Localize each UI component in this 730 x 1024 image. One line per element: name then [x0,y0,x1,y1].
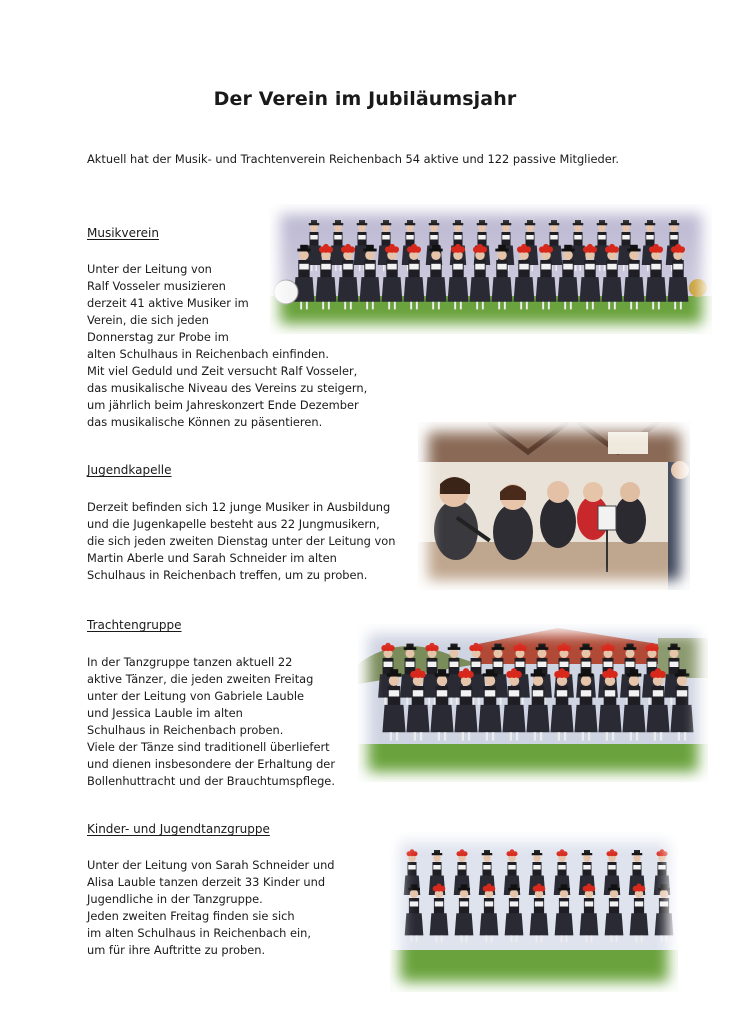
section-text-kindertanzgruppe: Unter der Leitung von Sarah Schneider und Alisa Lauble tanzen derzeit 33 Kinder und Jugendliche in der Tanzgruppe. Jeden zweiten Freitag finden sie sich im alten Schulhaus in Reichenbach ein, um für ihre Auftritte zu proben. [87,858,335,957]
section-heading-trachtengruppe: Trachtengruppe [87,618,182,632]
photo-musikverein [270,204,712,334]
page-title: Der Verein im Jubiläumsjahr [213,88,517,110]
section-heading-jugendkapelle: Jugendkapelle [87,463,172,477]
photo-trachtengruppe [358,624,708,782]
section-text-musikverein: Unter der Leitung von Ralf Vosseler musizieren derzeit 41 aktive Musiker im Verein, die sich jeden Donnerstag zur Probe im alten Schulhaus in Reichenbach einfinden. Mit viel Geduld und Zeit versucht Ralf Vosseler, das musikalische Niveau des Vereins zu steigern, um jährlich beim Jahreskonzert Ende Dezember das musikalische Können zu päsentieren. [87,262,368,429]
section-heading-kindertanzgruppe: Kinder- und Jugendtanzgruppe [87,822,270,836]
section-text-jugendkapelle: Derzeit befinden sich 12 junge Musiker in Ausbildung und die Jugenkapelle besteht aus 22 Jungmusikern, die sich jeden zweiten Dienstag unter der Leitung von Martin Aberle und Sarah Schneider im alten Schulhaus in Reichenbach treffen, um zu proben. [87,500,396,582]
photo-kindertanzgruppe [390,832,678,992]
intro-text: Aktuell hat der Musik- und Trachtenverein Reichenbach 54 aktive und 122 passive Mitglieder. [87,152,620,166]
photo-jugendkapelle [418,422,690,590]
section-heading-musikverein: Musikverein [87,226,159,240]
section-text-trachtengruppe: In der Tanzgruppe tanzen aktuell 22 aktive Tänzer, die jeden zweiten Freitag unter der Leitung von Gabriele Lauble und Jessica Lauble im alten Schulhaus in Reichenbach proben. Viele der Tänze sind traditionell überliefert und dienen insbesondere der Erhaltung der Bollenhuttracht und der Brauchtumspflege. [87,655,336,788]
